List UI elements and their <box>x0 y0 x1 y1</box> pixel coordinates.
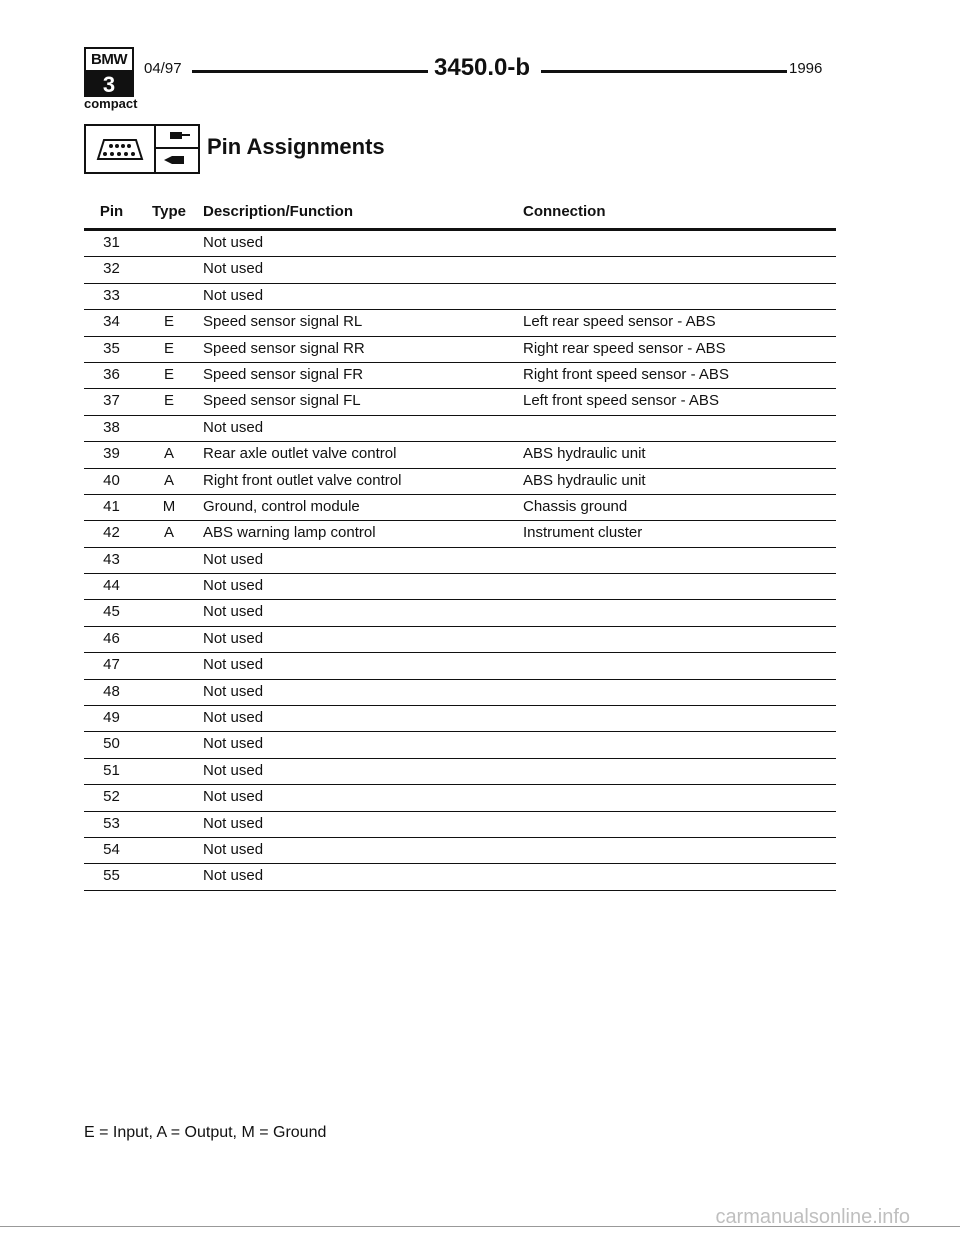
cell-type: A <box>163 445 174 463</box>
cell-pin: 44 <box>103 577 120 595</box>
table-row <box>84 363 836 389</box>
cell-description: Not used <box>203 867 264 885</box>
logo-series: 3 <box>86 72 132 95</box>
header-connection: Connection <box>523 203 606 220</box>
page-title: Pin Assignments <box>207 134 385 159</box>
header-pin: Pin <box>99 203 124 220</box>
cell-description: Not used <box>203 260 264 278</box>
cell-pin: 37 <box>103 392 120 410</box>
pin-assignment-icon <box>154 124 200 174</box>
cell-pin: 51 <box>103 761 120 779</box>
cell-pin: 47 <box>103 656 120 674</box>
cell-pin: 49 <box>103 709 120 727</box>
cell-pin: 45 <box>103 603 120 621</box>
table-row <box>84 627 836 653</box>
table-row <box>84 310 836 336</box>
cell-description: Not used <box>203 550 264 568</box>
logo-brand: BMW <box>86 49 132 72</box>
cell-pin: 46 <box>103 629 120 647</box>
pin-assignment-table <box>84 198 836 891</box>
table-row <box>84 495 836 521</box>
table-row <box>84 838 836 864</box>
cell-pin: 32 <box>103 260 120 278</box>
header-rule-left <box>192 70 428 73</box>
cell-pin: 31 <box>103 234 120 251</box>
cell-pin: 35 <box>103 339 120 357</box>
cell-description: Not used <box>203 761 264 779</box>
cell-connection: Right rear speed sensor - ABS <box>523 339 726 357</box>
cell-type: E <box>163 313 174 331</box>
cell-type: A <box>163 524 174 542</box>
cell-description: Not used <box>203 709 264 727</box>
table-header <box>84 198 836 231</box>
cell-pin: 54 <box>103 840 120 858</box>
cell-connection: Right front speed sensor - ABS <box>523 365 729 383</box>
cell-description: ABS warning lamp control <box>203 524 376 542</box>
watermark: carmanualsonline.info <box>715 1206 910 1228</box>
cell-description: Speed sensor signal RL <box>203 313 363 331</box>
table-row <box>84 653 836 679</box>
cell-connection: ABS hydraulic unit <box>523 445 646 463</box>
table-row <box>84 257 836 283</box>
cell-type: A <box>163 471 174 489</box>
cell-pin: 43 <box>103 550 120 568</box>
table-row <box>84 864 836 890</box>
table-row <box>84 442 836 468</box>
cell-description: Not used <box>203 234 264 251</box>
header-description: Description/Function <box>203 203 353 220</box>
table-row <box>84 706 836 732</box>
table-row <box>84 812 836 838</box>
cell-description: Ground, control module <box>203 497 360 515</box>
cell-pin: 53 <box>103 814 120 832</box>
table-body <box>84 231 836 891</box>
table-row <box>84 469 836 495</box>
table-row <box>84 574 836 600</box>
header-type: Type <box>152 203 186 220</box>
cell-description: Speed sensor signal FR <box>203 365 364 383</box>
table-row <box>84 389 836 415</box>
cell-pin: 52 <box>103 788 120 806</box>
cell-description: Speed sensor signal FL <box>203 392 361 410</box>
cell-pin: 36 <box>103 365 120 383</box>
cell-type: E <box>163 339 174 357</box>
cell-connection: ABS hydraulic unit <box>523 471 646 489</box>
cell-type: E <box>163 392 174 410</box>
cell-pin: 55 <box>103 867 120 885</box>
cell-description: Speed sensor signal RR <box>203 339 365 357</box>
cell-description: Not used <box>203 735 264 753</box>
table-row <box>84 732 836 758</box>
cell-description: Not used <box>203 682 264 700</box>
cell-description: Not used <box>203 603 264 621</box>
cell-description: Not used <box>203 840 264 858</box>
table-row <box>84 548 836 574</box>
bmw-3-logo <box>84 47 134 97</box>
table-row <box>84 521 836 547</box>
cell-pin: 39 <box>103 445 120 463</box>
table-row <box>84 231 836 257</box>
cell-connection: Instrument cluster <box>523 524 643 542</box>
table-row <box>84 600 836 626</box>
cell-description: Not used <box>203 814 264 832</box>
cell-description: Not used <box>203 629 264 647</box>
cell-description: Rear axle outlet valve control <box>203 445 397 463</box>
cell-pin: 50 <box>103 735 120 753</box>
cell-connection: Chassis ground <box>523 497 628 515</box>
cell-description: Not used <box>203 788 264 806</box>
table-row <box>84 416 836 442</box>
document-code: 3450.0-b <box>434 54 531 81</box>
table-row <box>84 284 836 310</box>
cell-connection: Left rear speed sensor - ABS <box>523 313 716 331</box>
cell-description: Not used <box>203 577 264 595</box>
cell-pin: 41 <box>103 497 120 515</box>
model-year: 1996 <box>789 60 823 77</box>
cell-description: Not used <box>203 286 264 304</box>
table-row <box>84 680 836 706</box>
cell-description: Not used <box>203 418 264 436</box>
cell-pin: 42 <box>103 524 120 542</box>
cell-pin: 40 <box>103 471 120 489</box>
cell-connection: Left front speed sensor - ABS <box>523 392 719 410</box>
cell-pin: 38 <box>103 418 120 436</box>
cell-description: Not used <box>203 656 264 674</box>
cell-pin: 34 <box>103 313 120 331</box>
table-row <box>84 759 836 785</box>
connector-icon <box>84 124 156 174</box>
cell-type: M <box>162 497 176 515</box>
cell-type: E <box>163 365 174 383</box>
model-name: compact <box>84 96 138 111</box>
table-row <box>84 785 836 811</box>
header-rule-right <box>541 70 787 73</box>
cell-description: Right front outlet valve control <box>203 471 402 489</box>
cell-pin: 33 <box>103 286 120 304</box>
type-legend: E = Input, A = Output, M = Ground <box>84 1124 327 1141</box>
header-date: 04/97 <box>144 60 182 77</box>
cell-pin: 48 <box>103 682 120 700</box>
table-row <box>84 337 836 363</box>
